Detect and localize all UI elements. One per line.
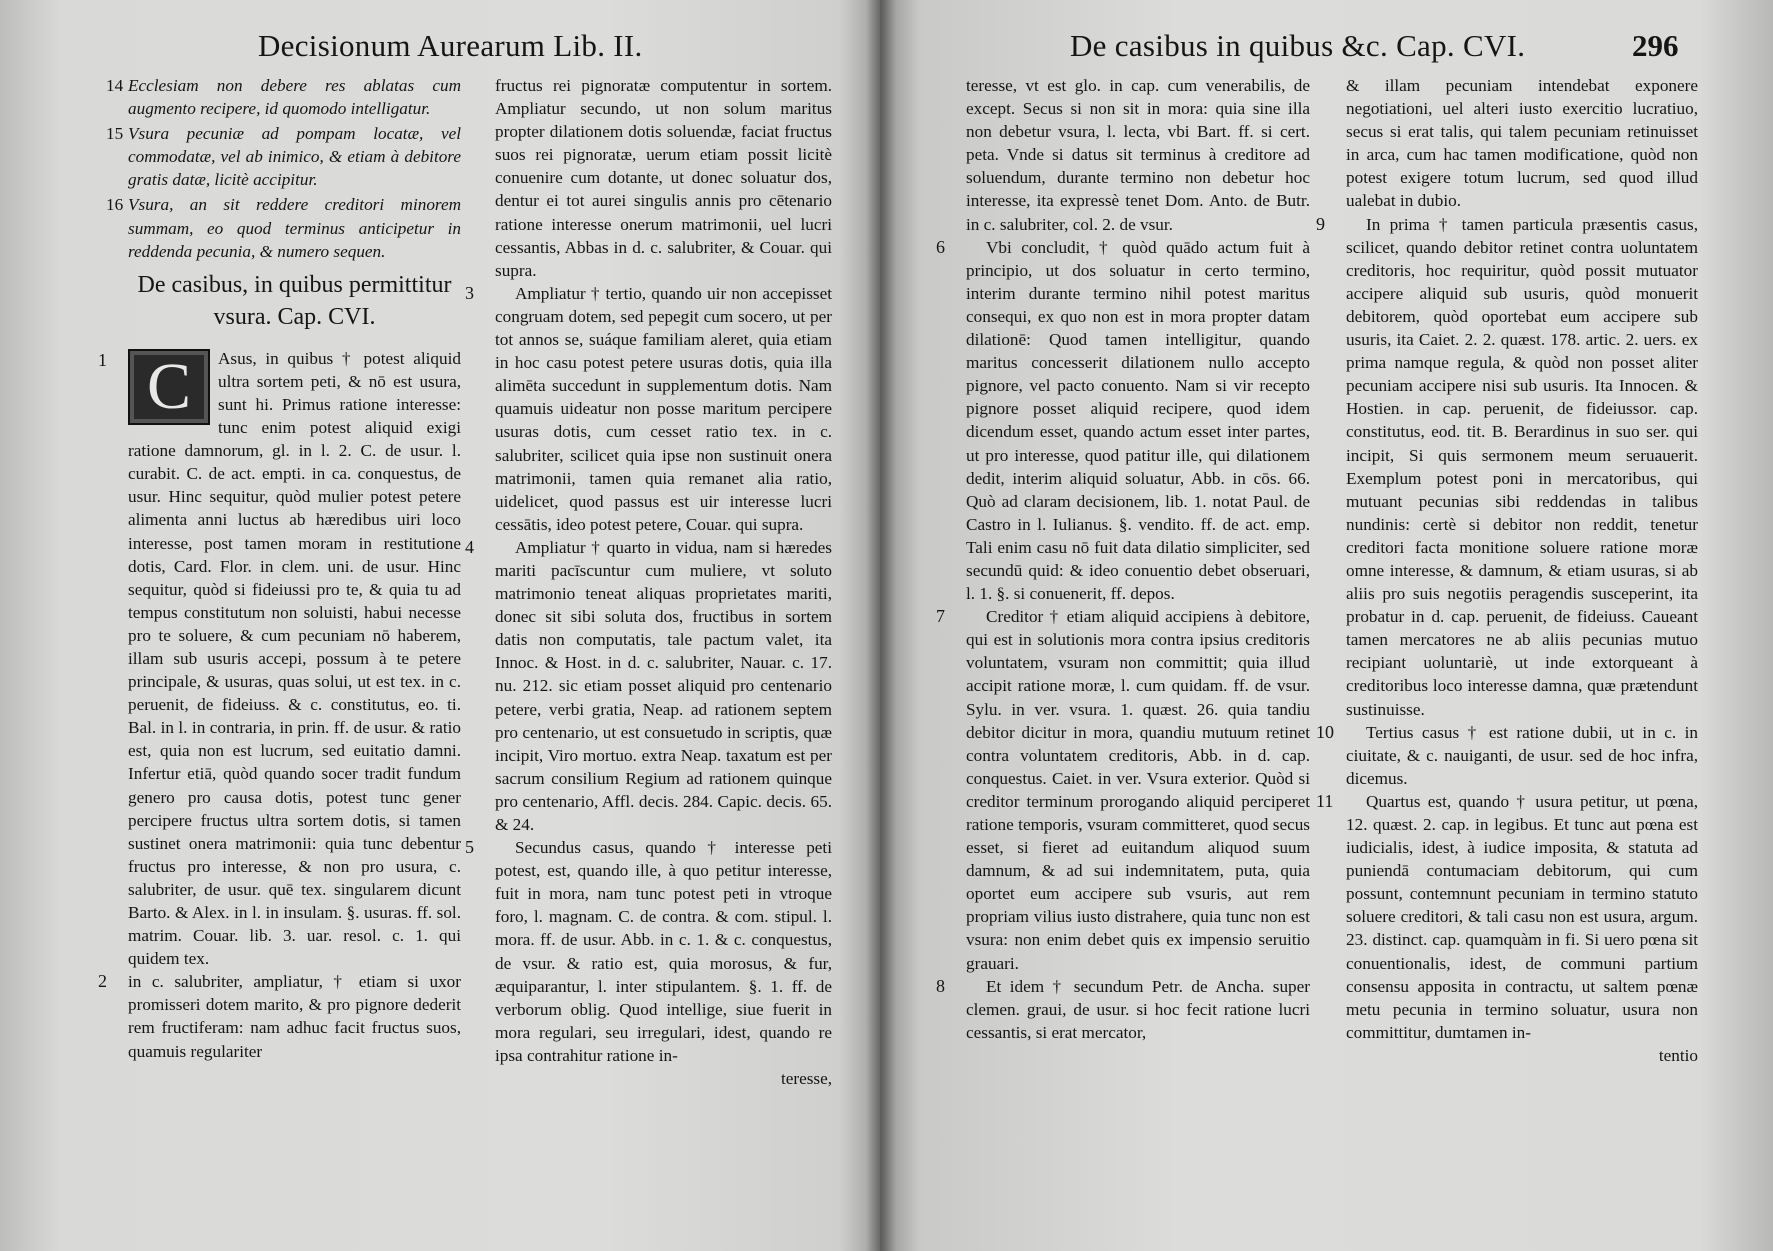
page-number: 296 xyxy=(1632,28,1679,63)
decorated-initial: C xyxy=(128,349,210,425)
paragraph-number: 11 xyxy=(1316,790,1334,811)
paragraph-text: Et idem † secundum Petr. de Ancha. super clemen. graui, de usur. si hoc fecit ratione lucri cessantis, si erat mercator, xyxy=(966,976,1310,1042)
summary-text: Ecclesiam non debere res ablatas cum augmento recipere, id quomodo intelligatur. xyxy=(128,76,461,119)
paragraph-text: Secundus casus, quando † interesse peti potest, est, quando ille, à quo petitur interesse, fuit in mora, nam tunc potest peti in vtroque foro, l. magnam. C. de contra. & com. stipul. l. mora. ff. de usur. Abb. in c. 1. & c. conquestus, de vsur. & ratio est, quia morosus, & fur, æquiparantur, l. inter stipulantem. §. 1. ff. de verborum oblig. Quod intellige, siue fuerit in mora regulari, seu irregulari, idest, quando re ipsa contrahitur ratione in- xyxy=(495,838,832,1065)
paragraph-number: 8 xyxy=(936,975,945,996)
paragraph-text: Quartus est, quando † usura petitur, ut pœna, 12. quæst. 2. cap. in legibus. Et tunc aut pœna est iudicialis, idest, à iudice imposita, & statuta ad puniendā contumaciam debitorum, qui cum possunt, contemnunt pecuniam in termino statuto soluere creditori, & tali casu non est usura, argum. 23. distinct. cap. quamquàm in fi. Si uero pœna sit conuentionalis, idest, de communi partium consensu apposita in contractu, ut saltem pœnæ metu pecunia in termino soluatur, usura non committitur, dumtamen in- xyxy=(1346,791,1698,1042)
book-gutter xyxy=(866,0,896,1251)
paragraph-1 xyxy=(98,347,461,971)
catchword: tentio xyxy=(1658,1045,1698,1065)
paragraph-9 xyxy=(1316,213,1698,721)
paragraph-10 xyxy=(1316,721,1698,790)
paragraph-text: Ampliatur † quarto in vidua, nam si hæredes mariti pacīscuntur cum muliere, vt soluto matrimonio teneat aliquas proprietates mariti, donec sit sibi soluta dos, fructibus in sortem datis non computatis, tale pactum valet, ita Innoc. & Host. in d. c. salubriter, Nauar. c. 17. nu. 212. sic etiam posset aliquid pro centenario petere, verbi gratia, Neap. ad rationem septem pro centenario, ut est consuetudo in scriptis, quæ incipit, Viro mortuo. extra Neap. taxatum est per sacrum consilium Regium ad rationem quinque pro centenario, Affl. decis. 284. Capic. decis. 65. & 24. xyxy=(495,537,832,834)
paragraph-text: Creditor † etiam aliquid accipiens à debitore, qui est in solutionis mora contra ipsius creditoris voluntatem, vsuram non committit; quia illud accipit ratione moræ, l. cum quidam. ff. de vsur. Sylu. in ver. vsura. 1. quæst. 26. quia tandiu debitor dicitur in mora, quandiu mutuum retinet contra voluntatem creditoris, Abb. in d. cap. conquestus. Caiet. in ver. Vsura exterior. Quòd si creditor terminum prorogando aliquid perciperet ratione temporis, vsuram committeret, quod secus esset, si fieret ad euitandum aliquod suum damnum, & ad sui indemnitatem, puta, quia oportet eum accipere sub vsuris, aut rem propriam vilius iusto distrahere, quia tunc non est vsura: non enim debet quis ex impensio seruitio grauari. xyxy=(966,607,1310,973)
paragraph-7 xyxy=(936,605,1310,975)
paragraph-number: 4 xyxy=(465,536,474,557)
paragraph-number: 9 xyxy=(1316,213,1325,234)
paragraph-text: Asus, in quibus † potest aliquid ultra sortem peti, & nō est usura, sunt hi. Primus ratione interesse: tunc enim potest aliquid exigi ratione damnorum, gl. in l. 2. C. de usur. l. curabit. C. de act. empti. in ca. conquestus, de usur. Hinc sequitur, quòd mulier potest petere alimenta anni luctus ab hæredibus uiri loco interesse, post tamen moram in restitutione dotis, Card. Flor. in clem. uni. de usur. Hinc sequitur, quòd si fideiussi pro te, & quia tu ad tempus constitutum non soluisti, habui necesse pro te soluere, & cum pecuniam nō haberem, illam sub usuris accepi, possum à te petere principale, & usuras, quas solui, ut est tex. in c. peruenit, de fideiuss. & c. constitutus, eo. ti. Bal. in l. in contraria, in prin. ff. de usur. & ratio est, quia non est lucrum, sed euitatio damni. Infertur etiā, quòd quando socer tradit fundum genero pro causa dotis, potest tunc gener percipere fructus ultra sortem dotis, si tamen sustinet onera matrimonii: quia tunc debentur fructus pro interesse, & non pro usura, c. salubriter, de usur. quē tex. singularem dicunt Barto. & Alex. in l. in insulam. §. usuras. ff. sol. matrim. Couar. lib. 3. uar. resol. c. 1. qui quidem tex. xyxy=(128,348,461,969)
paragraph-text: fructus rei pignoratæ computentur in sortem. Ampliatur secundo, ut non solum maritus propter dilationem dotis soluendæ, faciat fructus suos rei pignoratæ, uerum etiam possit licitè conuenire cum dotante, ut donec soluatur dos, dentur ei tot aurei singulis annis pro cētenario ratione interesse onerum matrimonii, uel lucri cessantis, Abbas in d. c. salubriter, & Couar. qui supra. xyxy=(495,76,832,280)
paragraph-8 xyxy=(936,975,1310,1044)
paragraph-number: 10 xyxy=(1316,721,1334,742)
paragraph-text: & illam pecuniam intendebat exponere negotiationi, uel alteri iusto exercitio lucratiuo, secus si erat talis, qui talem pecuniam retinuisset in arca, cum hac tamen modificatione, quòd non potest exigere totum lucrum, sed quod illud ualebat in dubio. xyxy=(1346,76,1698,211)
paragraph-text: In prima † tamen particula præsentis casus, scilicet, quando debitor retinet contra uoluntatem creditoris, hoc requiritur, quòd possit mutuator accipere aliquid sub usuris, quòd monuerit debitorem, quòd oportebat eum accipere sub usuris, ita Caiet. 2. 2. quæst. 178. artic. 2. uers. ex prima namque regula, & quòd non posset aliter pecuniam accipere nisi sub usuris. Ita Innocen. & Hostien. in cap. peruenit, de fideiussor. cap. constitutus, eod. tit. B. Berardinus in suo ser. qui incipit, Si quis sermonem meum seruauerit. Exemplum potest poni in mercatoribus, qui mutuant pecunias sibi reddendas in talibus nundinis: certè si debitor non reddit, tenetur creditori facta monitione soluere ratione moræ omne interesse, & damnum, & etiam usuras, si ab aliis pro suis negotiis peragendis susceperint, ita probatur in d. cap. peruenit, de fideiuss. Caueant tamen mercatores ne ab aliis pecunias mutuo recipiant uoluntariè, ut inde extorqueant à creditoribus loco interesse damna, quæ prætendunt sustinuisse. xyxy=(1346,214,1698,719)
paragraph-5 xyxy=(465,836,832,1067)
paragraph-3 xyxy=(465,282,832,536)
paragraph-number: 7 xyxy=(936,606,945,627)
paragraph-text: Vbi concludit, † quòd quādo actum fuit à principio, ut dos soluatur in certo termino, interim durante termino nihil potest maritus consequi, ex quo non est in mora propter datam dilationē: Quod tamen intelligitur, quando maritus concesserit dilationem nullo accepto pignore, vel pacto conuento. Nam si vir recepto pignore posset aliquid recipere, quod idem dicendum esset, quando actum esset inter partes, ut pro interesse, quod patitur ille, qui dilationem dedit, interim aliquid soluatur, Abb. in cōs. 66. Quò ad claram decisionem, lib. 1. notat Paul. de Castro in l. Iulianus. §. vendito. ff. de act. emp. Tali enim casu nō fuit data dilatio simpliciter, sed secundū quid: & ideo conuentio debet obseruari, l. 1. §. si conuenerit, ff. depos. xyxy=(966,237,1310,604)
paragraph-11 xyxy=(1316,790,1698,1044)
paragraph-text: Tertius casus † est ratione dubii, ut in c. in ciuitate, & c. nauiganti, de usur. sed de hoc infra, dicemus. xyxy=(1346,722,1698,788)
paragraph-text: Ampliatur † tertio, quando uir non accepisset congruam dotem, sed pepegit cum socero, ut per tot annos se, suáque familiam aleret, quia etiam in hoc casu potest petere usuras dotis, quia illa alimēta succedunt in supplementum dotis. Nam quamuis uideatur non posse maritum percipere usuras dotis, cum cesset ratio tex. in c. salubriter, scilicet quia ipse non sustinuit onera matrimonii, tamen quia remanet alia ratio, uidelicet, quod passus est uir interesse lucri cessātis, ideo potest petere, Couar. qui supra. xyxy=(495,283,832,534)
right-column-2 xyxy=(1316,74,1698,1067)
paragraph-number: 1 xyxy=(98,349,107,370)
summary-text: Vsura pecuniæ ad pompam locatæ, vel commodatæ, vel ab inimico, & etiam à debitore gratis datæ, licitè accipitur. xyxy=(128,124,461,190)
paragraph-number: 5 xyxy=(465,837,474,858)
summary-number: 15 xyxy=(106,124,124,144)
paragraph-number: 3 xyxy=(465,282,474,303)
summary-item xyxy=(106,193,461,262)
right-page xyxy=(880,0,1773,1251)
left-column-1 xyxy=(98,74,461,1063)
paragraph-6 xyxy=(936,236,1310,606)
summary-text: Vsura, an sit reddere creditori minorem summam, eo quod terminus anticipetur in reddenda pecunia, & numero sequen. xyxy=(128,195,461,261)
summary-number: 16 xyxy=(106,195,124,215)
running-header-left: Decisionum Aurearum Lib. II. xyxy=(258,28,643,63)
running-header-right: De casibus in quibus &c. Cap. CVI. xyxy=(1070,28,1526,63)
left-column-2 xyxy=(465,74,832,1090)
right-column-1 xyxy=(936,74,1310,1044)
chapter-title: De casibus, in quibus permittitur vsura. Cap. CVI. xyxy=(137,271,452,330)
paragraph-4 xyxy=(465,536,832,836)
paragraph-2 xyxy=(98,970,461,1062)
paragraph-text: teresse, vt est glo. in cap. cum venerabilis, de except. Secus si non sit in mora: quia sine illa non debetur vsura, l. lecta, vbi Bart. ff. si cert. peta. Vnde si datus sit terminus à creditore ad soluendum, durante termino non debetur hoc interesse, ita expressè tenet Dom. Anto. de Butr. in c. salubriter, col. 2. de vsur. xyxy=(966,76,1310,234)
summary-item xyxy=(106,122,461,191)
paragraph-text: in c. salubriter, ampliatur, † etiam si uxor promisseri dotem marito, & pro pignore dederit rem fructiferam: nam adhuc facit fructus suos, quamuis regulariter xyxy=(128,972,461,1061)
summary-number: 14 xyxy=(106,76,124,95)
catchword: teresse, xyxy=(780,1069,832,1089)
paragraph-number: 2 xyxy=(98,971,107,992)
left-page xyxy=(0,0,880,1251)
summary-item xyxy=(106,74,461,120)
paragraph-number: 6 xyxy=(936,236,945,257)
